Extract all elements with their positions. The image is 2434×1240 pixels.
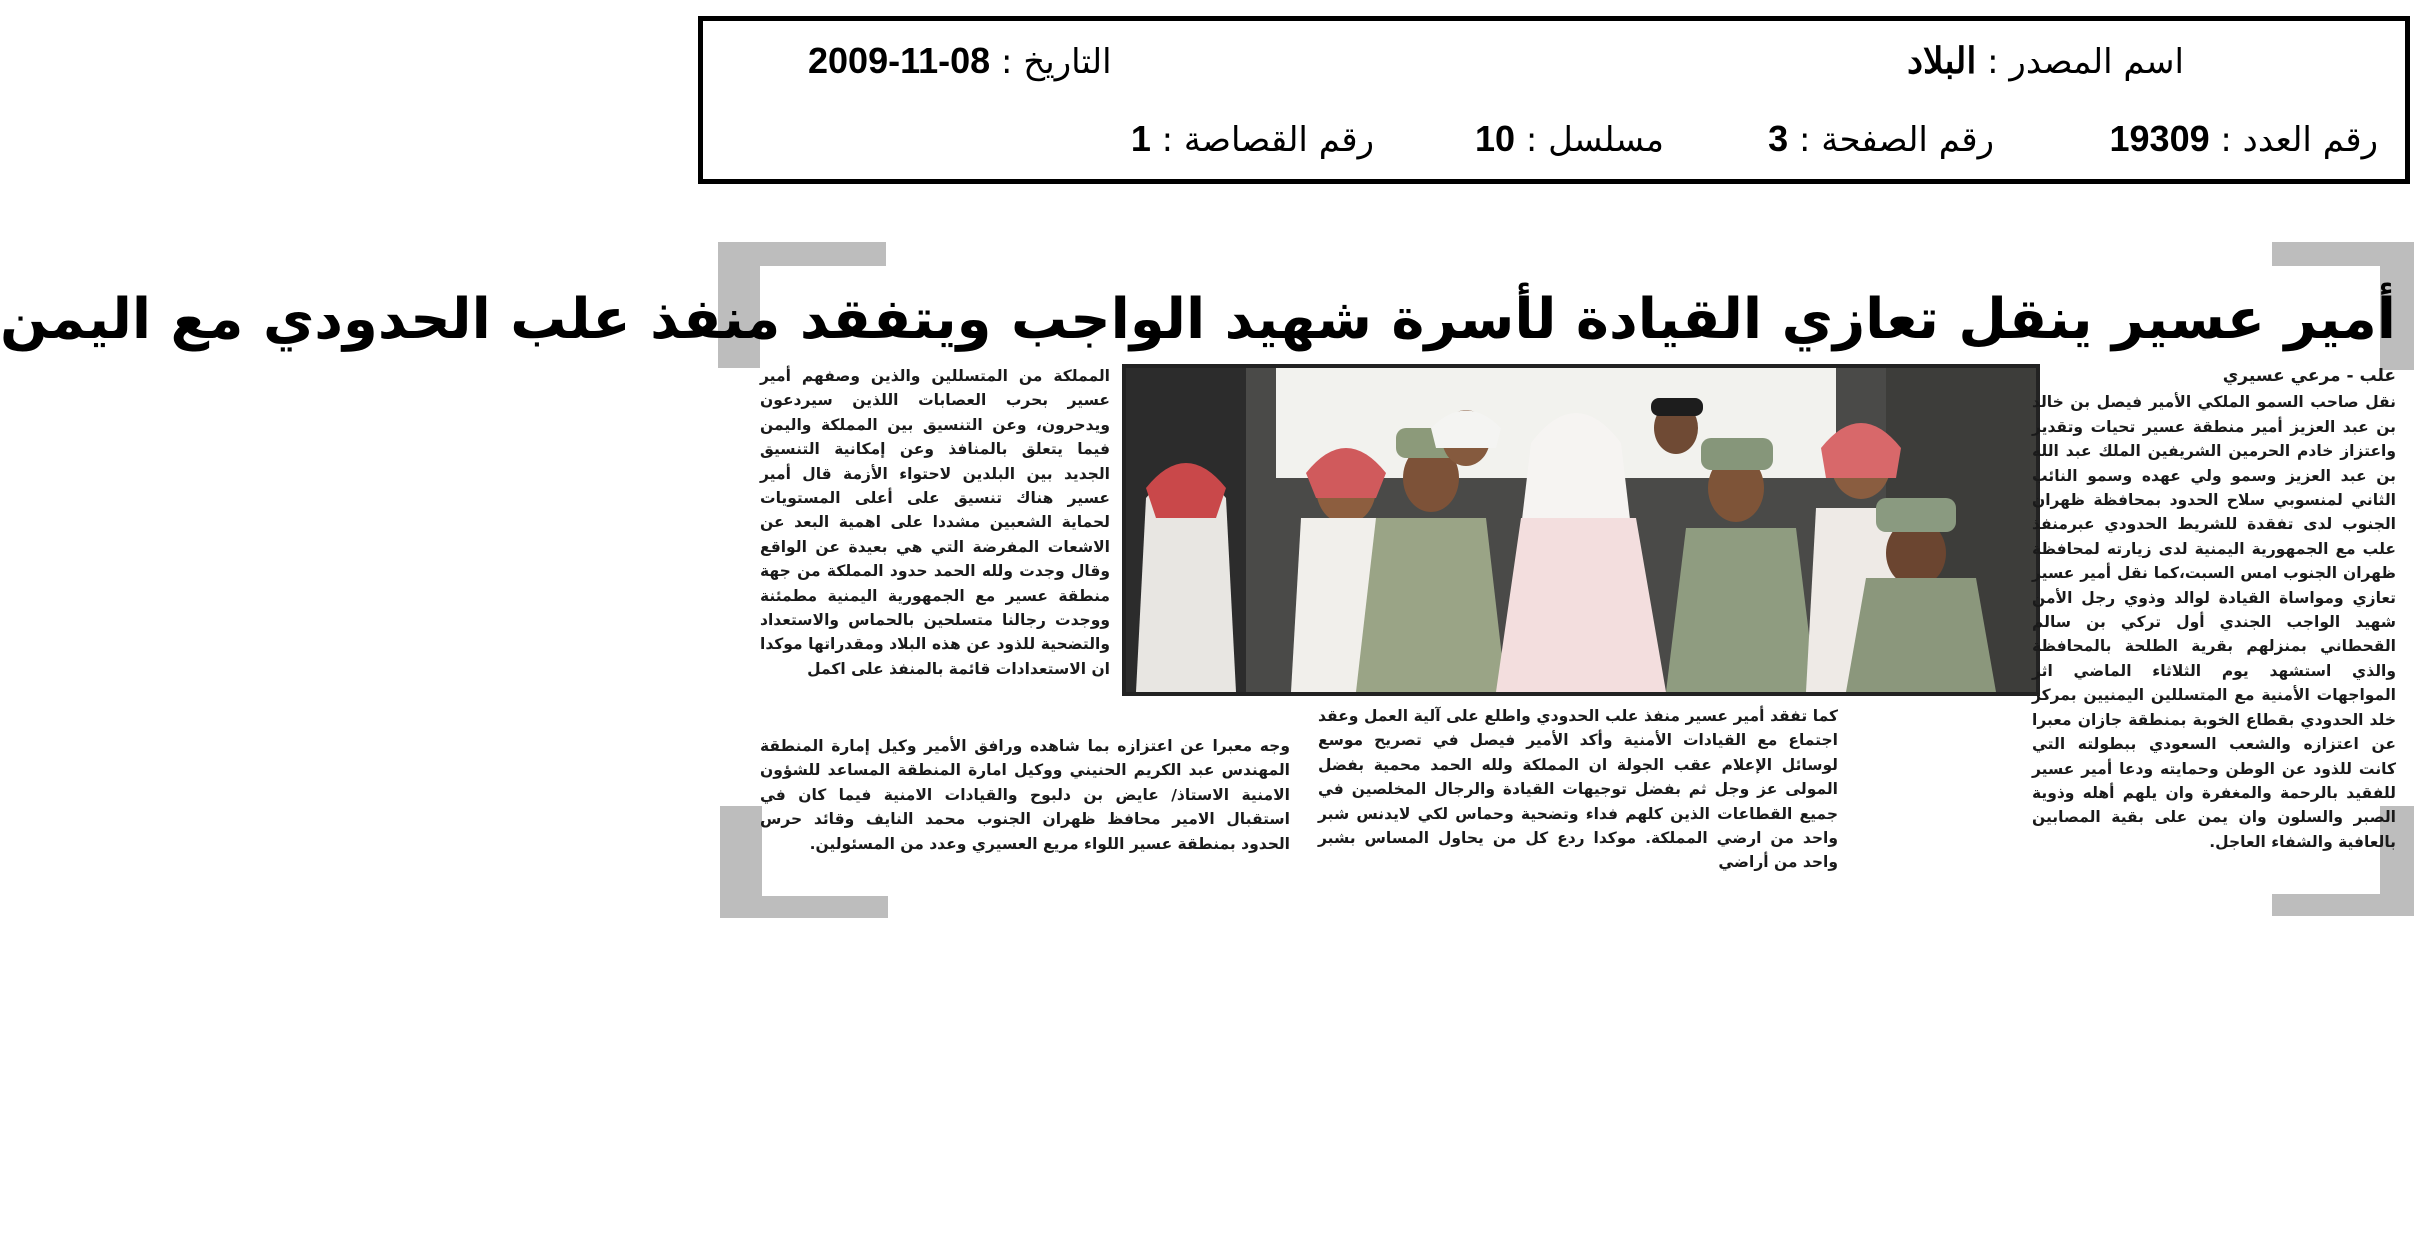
page-label: رقم الصفحة : [1798,120,1994,160]
article-column-left-top [760,364,1110,724]
article-headline: أمير عسير ينقل تعازي القيادة لأسرة شهيد الواجب ويتفقد منفذ علب الحدودي مع اليمن [0,287,2396,352]
source-value: البلاد [1906,40,1977,81]
article-column-right [2032,364,2396,851]
crop-mark-bottom-left-h [720,896,888,918]
clip-number-label: رقم القصاصة : [1161,120,1374,160]
article-column-middle [1318,704,1838,886]
source-field [1907,40,2184,82]
column-left-bottom-text: وجه معبرا عن اعتزازه بما شاهده ورافق الأمير وكيل إمارة المنطقة المهندس عبد الكريم الحنيني ووكيل امارة المنطقة المساعد للشؤون الامنية الاستاذ/ عايض بن دلبوح والقيادات الامنية فيما كان في استقبال الامير محافظ ظهران الجنوب محمد النايف وقائد حرس الحدود بمنطقة عسير اللواء مريع العسيري وعدد من المسئولين. [760,737,1290,853]
column-middle-text: كما تفقد أمير عسير منفذ علب الحدودي واطلع على آلية العمل وعقد اجتماع مع القيادات الأمنية وأكد الأمير فيصل في تصريح موسع لوسائل الإعلام عقب الجولة ان المملكة ولله الحمد محمية بفضل المولى عز وجل ثم بفضل توجيهات القيادة والرجال المخلصين في جميع القطاعات الذين كلهم فداء وتضحية وحماس لكي لايدنس شبر واحد من ارضي المملكة. موكدا ردع كل من يحاول المساس بشبر واحد من أراضي [1318,707,1838,872]
column-left-top-text: المملكة من المتسللين والذين وصفهم أمير عسير بحرب العصابات اللذين سيردعون ويدحرون، وعن التنسيق بين المملكة واليمن فيما يتعلق بالمنافذ وعن إمكانية التنسيق الجديد بين البلدين لاحتواء الأزمة قال أمير عسير هناك تنسيق على أعلى المستويات لحماية الشعبين مشددا على اهمية البعد عن الاشعات المفرضة التي هي بعيدة عن الواقع وقال وجدت ولله الحمد حدود المملكة من جهة منطقة عسير مع الجمهورية اليمنية مطمئنة ووجدت رجالنا متسلحين بالحماس والاستعداد والتضحية للذود عن هذه البلاد ومقدراتها موكدا ان الاستعدادات قائمة بالمنفذ على اكمل [760,367,1110,678]
column-right-text: نقل صاحب السمو الملكي الأمير فيصل بن خالد بن عبد العزيز أمير منطقة عسير تحيات وتقدير واعتزاز خادم الحرمين الشريفين الملك عبد الله بن عبد العزيز وسمو ولي عهده وسمو النائب الثاني لمنسوبي سلاح الحدود بمحافظة ظهران الجنوب لدى تفقدة للشريط الحدودي عبرمنفذ علب مع الجمهورية اليمنية لدى زيارته لمحافظة ظهران الجنوب امس السبت،كما نقل أمير عسير تعازي ومواساة القيادة لوالد وذوي رجل الأمن شهيد الواجب الجندي أول تركي بن سالم القحطاني بمنزلهم بقرية الطلحة بالمحافظة والذي استشهد يوم الثلاثاء الماضي اثر المواجهات الأمنية مع المتسللين اليمنيين بمركز خلد الحدودي بقطاع الخوبة بمنطقة جازان معبرا عن اعتزازه والشعب السعودي ببطولته التي كانت للذود عن الوطن وحمايته ودعا أمير عسير للفقيد بالرحمة والمغفرة وان يلهم أهله وذوية الصبر والسلون وان يمن على بقية المصابين بالعافية والشفاء العاجل. [2032,393,2396,851]
article-column-left-bottom [760,734,1290,890]
date-field [808,40,1112,82]
clip-number-field [1131,118,1374,160]
serial-value: 10 [1474,118,1516,159]
page-field [1768,118,1994,160]
article-byline: علب - مرعي عسيري [2222,366,2396,386]
serial-label: مسلسل : [1525,120,1664,160]
issue-value: 19309 [2109,118,2210,159]
issue-label: رقم العدد : [2220,120,2378,160]
serial-field [1475,118,1664,160]
photo-illustration [1126,368,2036,692]
page-value: 3 [1768,118,1789,159]
clip-number-value: 1 [1130,118,1151,159]
article-column-right-lower [1870,709,2396,879]
crop-mark-bottom-right-h [2272,894,2414,916]
issue-field [2110,118,2379,160]
date-value: 08-11-2009 [808,40,991,81]
date-label: التاريخ : [1001,42,1112,82]
source-label: اسم المصدر : [1987,42,2184,82]
article-photo [1122,364,2040,696]
